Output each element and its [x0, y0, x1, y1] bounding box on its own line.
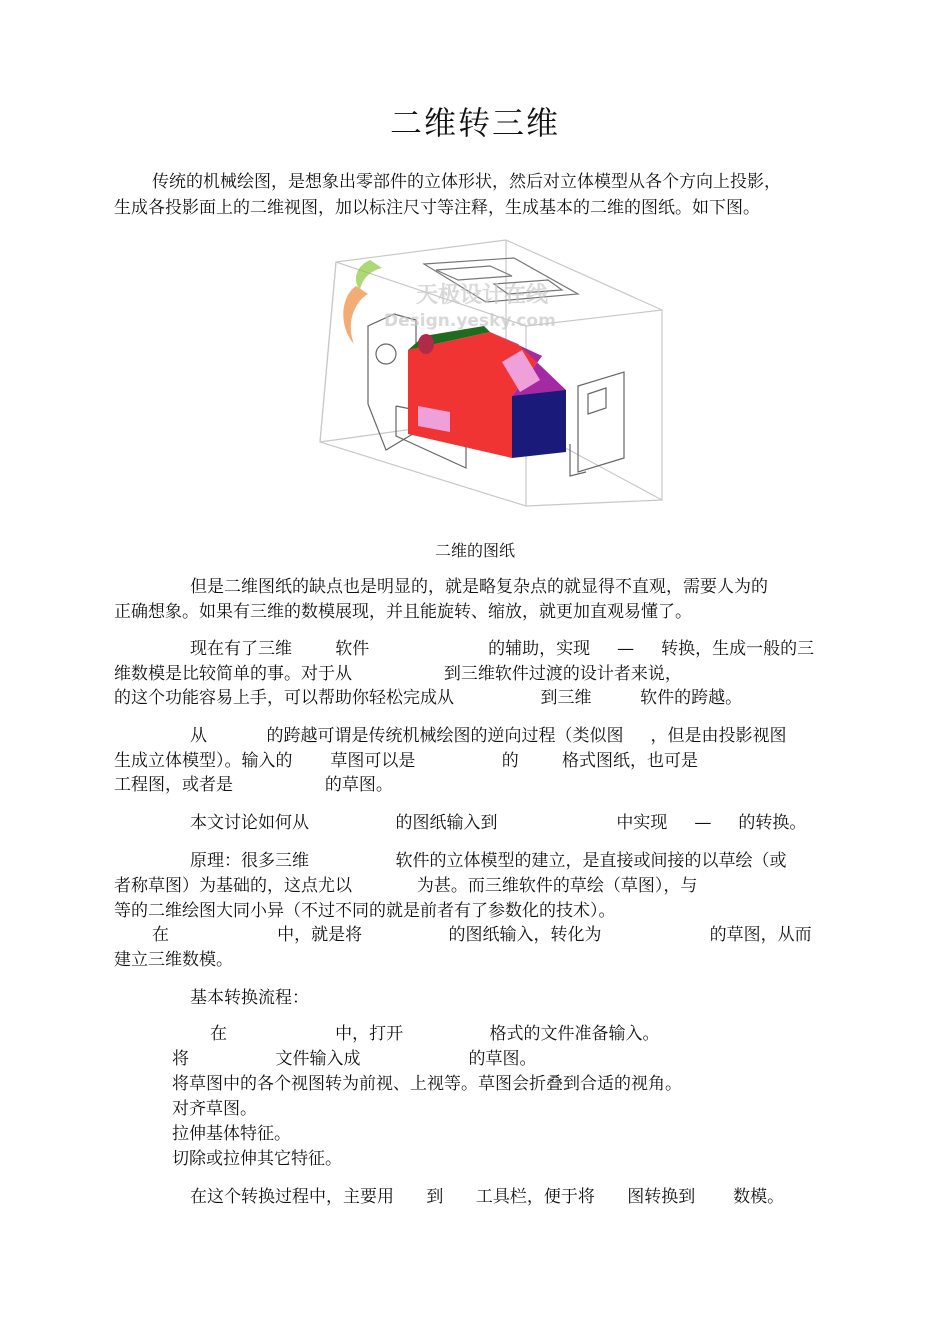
watermark-en: Design.yesky.com	[384, 311, 556, 331]
body-line: 者称草图）为基础的，这点尤以 为甚。而三维软件的草绘（草图），与	[114, 876, 698, 896]
intro-line-2: 生成各投影面上的二维视图，加以标注尺寸等注释，生成基本的二维的图纸。如下图。	[114, 198, 760, 218]
body-line: 生成立体模型）。输入的 草图可以是 的 格式图纸，也可是	[114, 751, 699, 771]
body-line: 等的二维绘图大同小异（不过不同的就是前者有了参数化的技术）。	[114, 901, 616, 921]
section-heading: 基本转换流程：	[190, 988, 309, 1008]
front-view-projection	[570, 372, 624, 476]
step-item: 将 文件输入成 的草图。	[172, 1049, 537, 1069]
watermark-logo	[343, 260, 556, 344]
intro-line-1: 传统的机械绘图，是想象出零部件的立体形状，然后对立体模型从各个方向上投影，	[152, 172, 781, 192]
body-line: 维数模是比较简单的事。对于从 到三维软件过渡的设计者来说，	[114, 664, 682, 684]
watermark-cn: 天极设计在线	[416, 283, 549, 308]
step-item: 切除或拉伸其它特征。	[172, 1149, 342, 1169]
solid-model	[408, 326, 566, 458]
body-line: 在这个转换过程中，主要用 到 工具栏，便于将 图转换到 数模。	[190, 1187, 785, 1207]
body-line: 正确想象。如果有三维的数模展现，并且能旋转、缩放，就更加直观易懂了。	[114, 602, 692, 622]
body-line: 的这个功能容易上手，可以帮助你轻松完成从 到三维 软件的跨越。	[114, 688, 743, 708]
body-line: 现在有了三维 软件 的辅助，实现 — 转换，生成一般的三	[190, 639, 815, 659]
body-line: 原理：很多三维 软件的立体模型的建立，是直接或间接的以草绘（或	[190, 851, 787, 871]
body-line: 建立三维数模。	[114, 950, 233, 970]
step-item: 在 中，打开 格式的文件准备输入。	[210, 1024, 660, 1044]
body-line: 但是二维图纸的缺点也是明显的，就是略复杂点的就显得不直观，需要人为的	[190, 577, 768, 597]
figure-caption: 二维的图纸	[434, 541, 515, 560]
step-item: 对齐草图。	[172, 1099, 257, 1119]
page-title: 二维转三维	[389, 104, 560, 142]
body-line: 在 中，就是将 的图纸输入，转化为 的草图，从而	[152, 925, 812, 945]
step-item: 拉伸基体特征。	[172, 1124, 291, 1144]
cad-drawing-figure	[316, 236, 666, 514]
step-item: 将草图中的各个视图转为前视、上视等。草图会折叠到合适的视角。	[172, 1074, 682, 1094]
body-line: 工程图，或者是 的草图。	[114, 775, 393, 795]
body-line: 从 的跨越可谓是传统机械绘图的逆向过程（类似图 ，但是由投影视图	[190, 726, 787, 746]
body-line: 本文讨论如何从 的图纸输入到 中实现 — 的转换。	[190, 813, 807, 833]
